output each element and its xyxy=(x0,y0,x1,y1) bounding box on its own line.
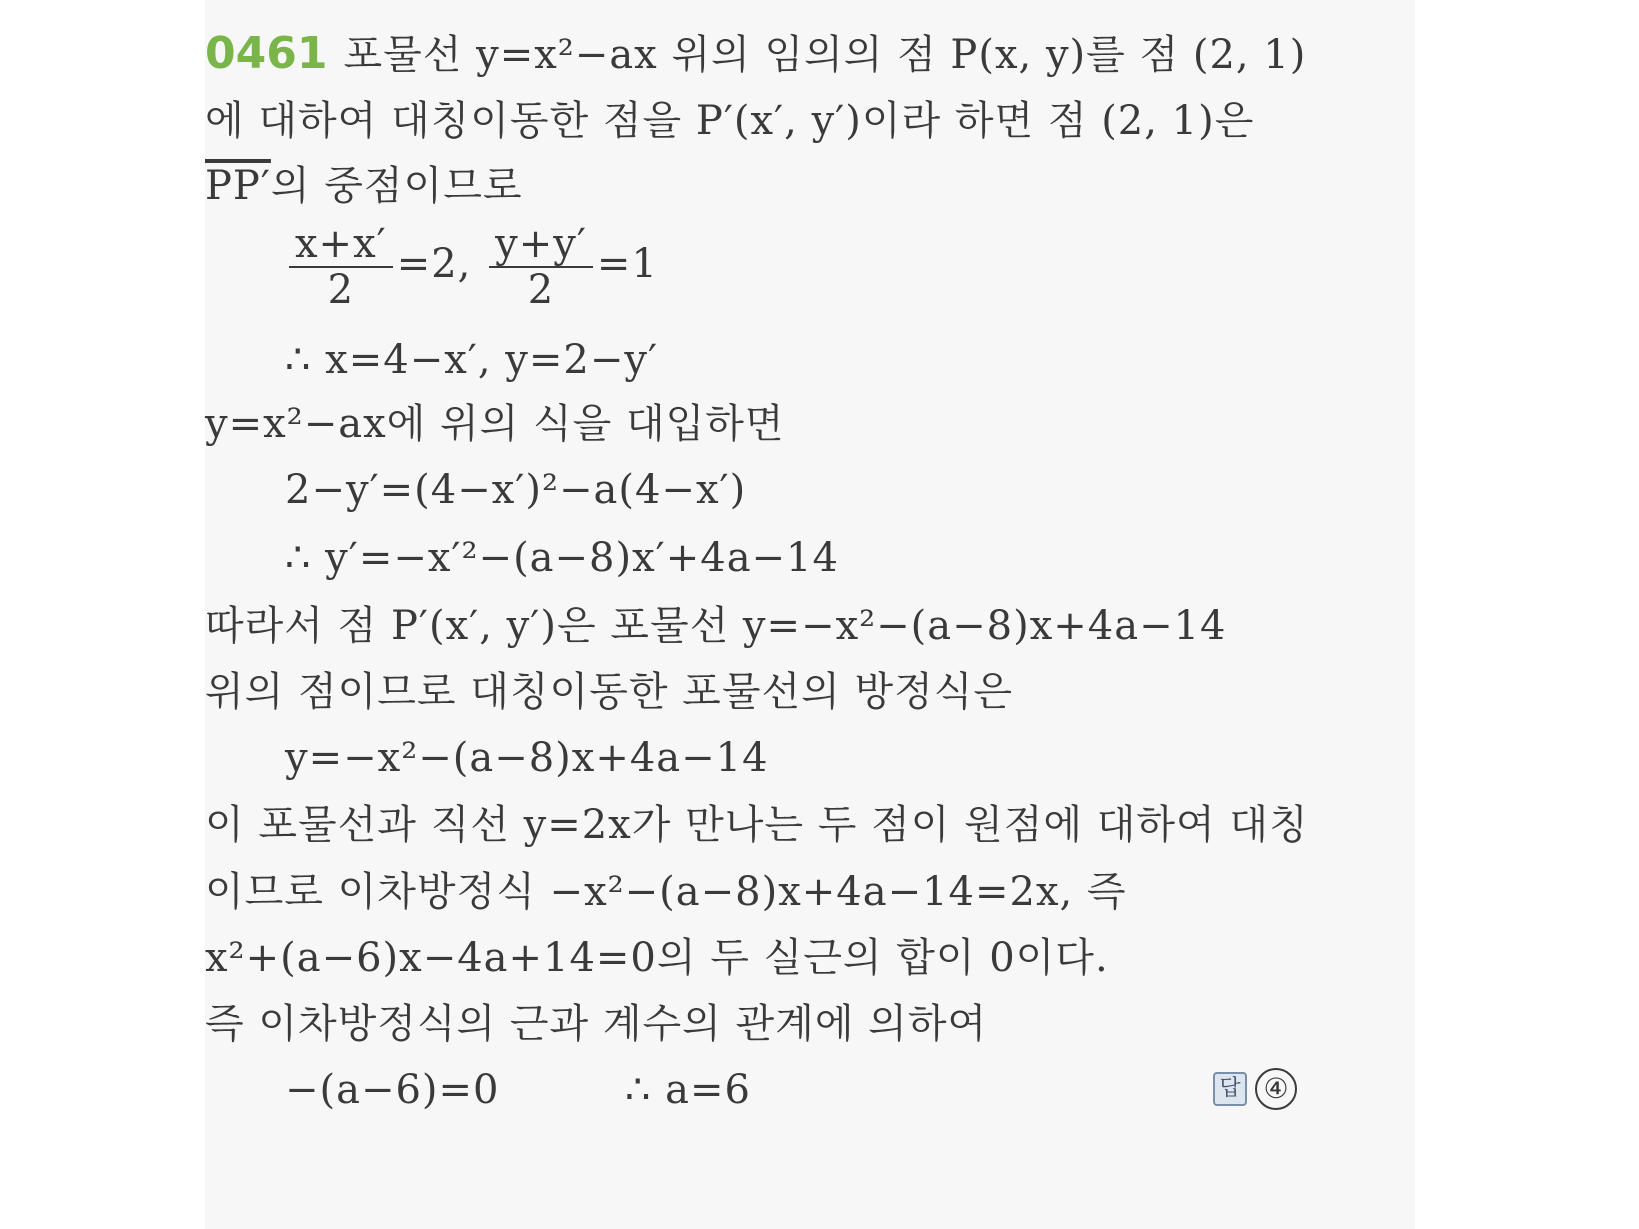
text-line-quadratic: 이므로 이차방정식 −x²−(a−8)x+4a−14=2x, 즉 xyxy=(205,869,1127,915)
text-line-sum-of-roots: x²+(a−6)x−4a+14=0의 두 실근의 합이 0이다. xyxy=(205,935,1109,981)
text-line-substitution-result: ∴ x=4−x′, y=2−y′ xyxy=(285,337,659,383)
midpoint-text: 의 중점이므로 xyxy=(270,163,523,209)
fraction-x-denominator: 2 xyxy=(327,267,355,313)
text-line-vieta: 즉 이차방정식의 근과 계수의 관계에 의하여 xyxy=(205,1001,988,1047)
fraction-equations xyxy=(285,222,658,312)
answer-value: ④ xyxy=(1255,1068,1297,1110)
text-line-equation-of-parabola: 위의 점이므로 대칭이동한 포물선의 방정식은 xyxy=(205,669,1014,715)
fraction-x-rhs: =2, xyxy=(396,241,472,287)
text-line-intersection: 이 포물선과 직선 y=2x가 만나는 두 점이 원점에 대하여 대칭 xyxy=(205,802,1309,848)
answer-marker xyxy=(1213,1068,1297,1110)
fraction-y-numerator: y+y′ xyxy=(489,222,593,268)
problem-header-line xyxy=(205,30,1306,79)
fraction-x-numerator: x+x′ xyxy=(289,222,393,268)
text-line-therefore: 따라서 점 P′(x′, y′)은 포물선 y=−x²−(a−8)x+4a−14 xyxy=(205,603,1227,649)
equation-line-1: 2−y′=(4−x′)²−a(4−x′) xyxy=(285,467,747,513)
result-line: ∴ a=6 xyxy=(625,1067,751,1113)
text-line-substitute: y=x²−ax에 위의 식을 대입하면 xyxy=(205,401,785,447)
equation-line-2: ∴ y′=−x′²−(a−8)x′+4a−14 xyxy=(285,535,839,581)
segment-label: PP′ xyxy=(205,163,271,209)
fraction-y-rhs: =1 xyxy=(596,241,658,287)
midpoint-line xyxy=(205,162,522,210)
fraction-y xyxy=(489,222,593,312)
equation-line-final: −(a−6)=0 xyxy=(285,1067,500,1113)
fraction-y-denominator: 2 xyxy=(527,267,555,313)
equation-line-3: y=−x²−(a−8)x+4a−14 xyxy=(285,735,769,781)
solution-page xyxy=(205,0,1415,1229)
fraction-x xyxy=(289,222,393,312)
text-line-2: 에 대하여 대칭이동한 점을 P′(x′, y′)이라 하면 점 (2, 1)은 xyxy=(205,98,1255,144)
answer-icon: 답 xyxy=(1213,1072,1247,1106)
problem-number: 0461 xyxy=(205,28,328,79)
text-line-1: 포물선 y=x²−ax 위의 임의의 점 P(x, y)를 점 (2, 1) xyxy=(343,32,1307,78)
